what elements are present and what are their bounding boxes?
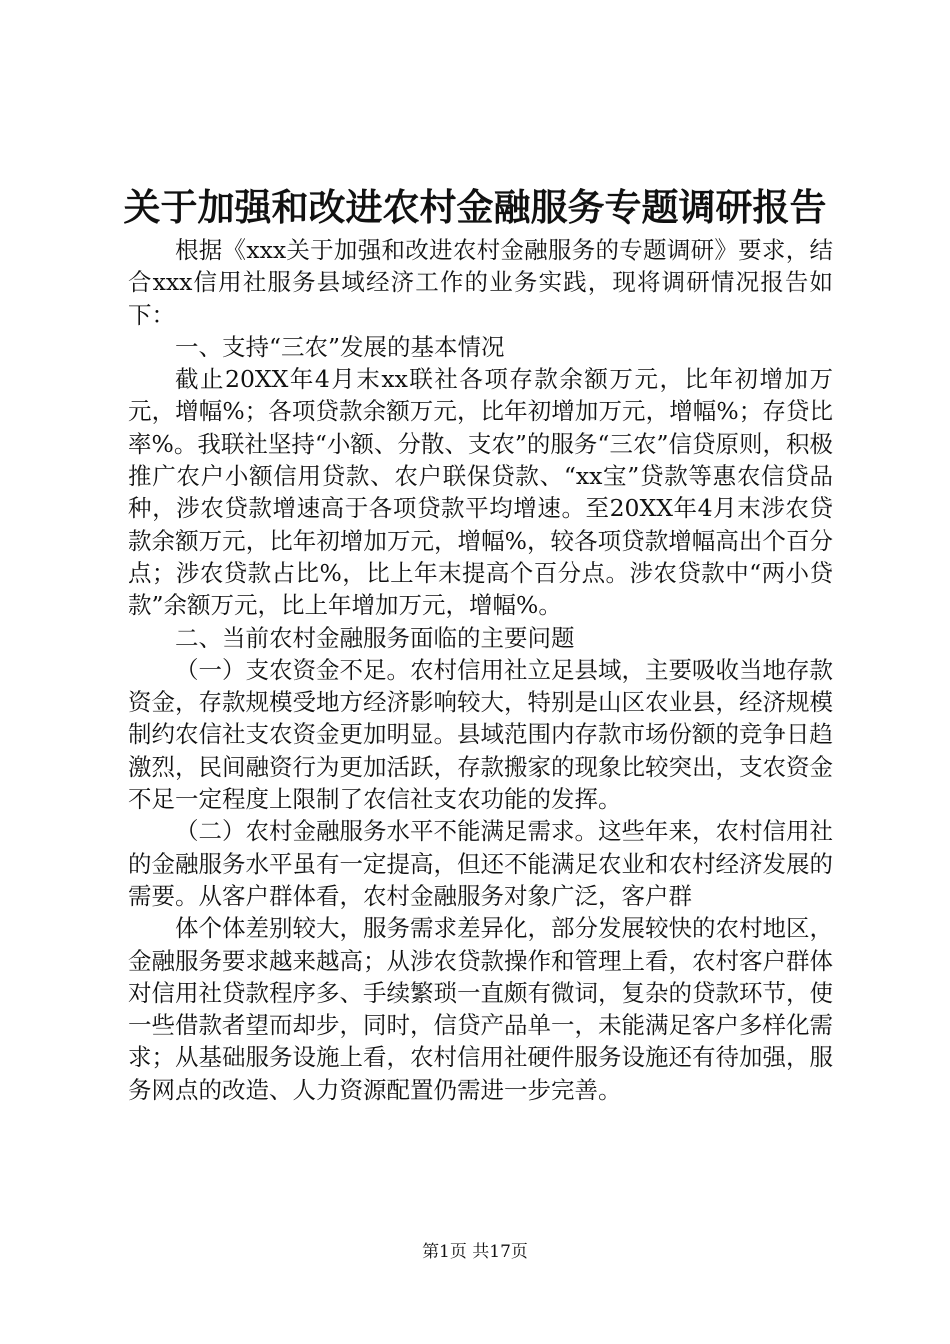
intro-paragraph: 根据《xxx关于加强和改进农村金融服务的专题调研》要求，结合xxx信用社服务县域经济工作的业务实践，现将调研情况报告如下： (128, 236, 833, 329)
page-footer: 第1页 共17页 (422, 1242, 528, 1262)
problem-2-paragraph: （二）农村金融服务水平不能满足需求。这些年来，农村信用社的金融服务水平虽有一定提高，但还不能满足农业和农村经济发展的需要。从客户群体看，农村金融服务对象广泛，客户群 (128, 817, 833, 910)
section-heading-1: 一、支持“三农”发展的基本情况 (175, 332, 505, 361)
document-body (128, 234, 833, 1106)
section-heading-2: 二、当前农村金融服务面临的主要问题 (175, 623, 575, 652)
document-title: 关于加强和改进农村金融服务专题调研报告 (123, 185, 827, 229)
basic-situation-paragraph: 截止20XX年4月末xx联社各项存款余额万元，比年初增加万元，增幅%；各项贷款余额万元，比年初增加万元，增幅%；存贷比率%。我联社坚持“小额、分散、支农”的服务“三农”信贷原则，积极推广农户小额信用贷款、农户联保贷款、“xx宝”贷款等惠农信贷品种，涉农贷款增速高于各项贷款平均增速。至20XX年4月末涉农贷款余额万元，比年初增加万元，增幅%，较各项贷款增幅高出个百分点；涉农贷款占比%，比上年末提高个百分点。涉农贷款中“两小贷款”余额万元，比上年增加万元，增幅%。 (128, 365, 833, 620)
problem-1-paragraph: （一）支农资金不足。农村信用社立足县域，主要吸收当地存款资金，存款规模受地方经济影响较大，特别是山区农业县，经济规模制约农信社支农资金更加明显。县域范围内存款市场份额的竞争日趋激烈，民间融资行为更加活跃，存款搬家的现象比较突出，支农资金不足一定程度上限制了农信社支农功能的发挥。 (128, 655, 833, 814)
problem-2-continued-paragraph: 体个体差别较大，服务需求差异化，部分发展较快的农村地区，金融服务要求越来越高；从涉农贷款操作和管理上看，农村客户群体对信用社贷款程序多、手续繁琐一直颇有微词，复杂的贷款环节，使一些借款者望而却步，同时，信贷产品单一，未能满足客户多样化需求；从基础服务设施上看，农村信用社硬件服务设施还有待加强，服务网点的改造、人力资源配置仍需进一步完善。 (128, 914, 833, 1104)
